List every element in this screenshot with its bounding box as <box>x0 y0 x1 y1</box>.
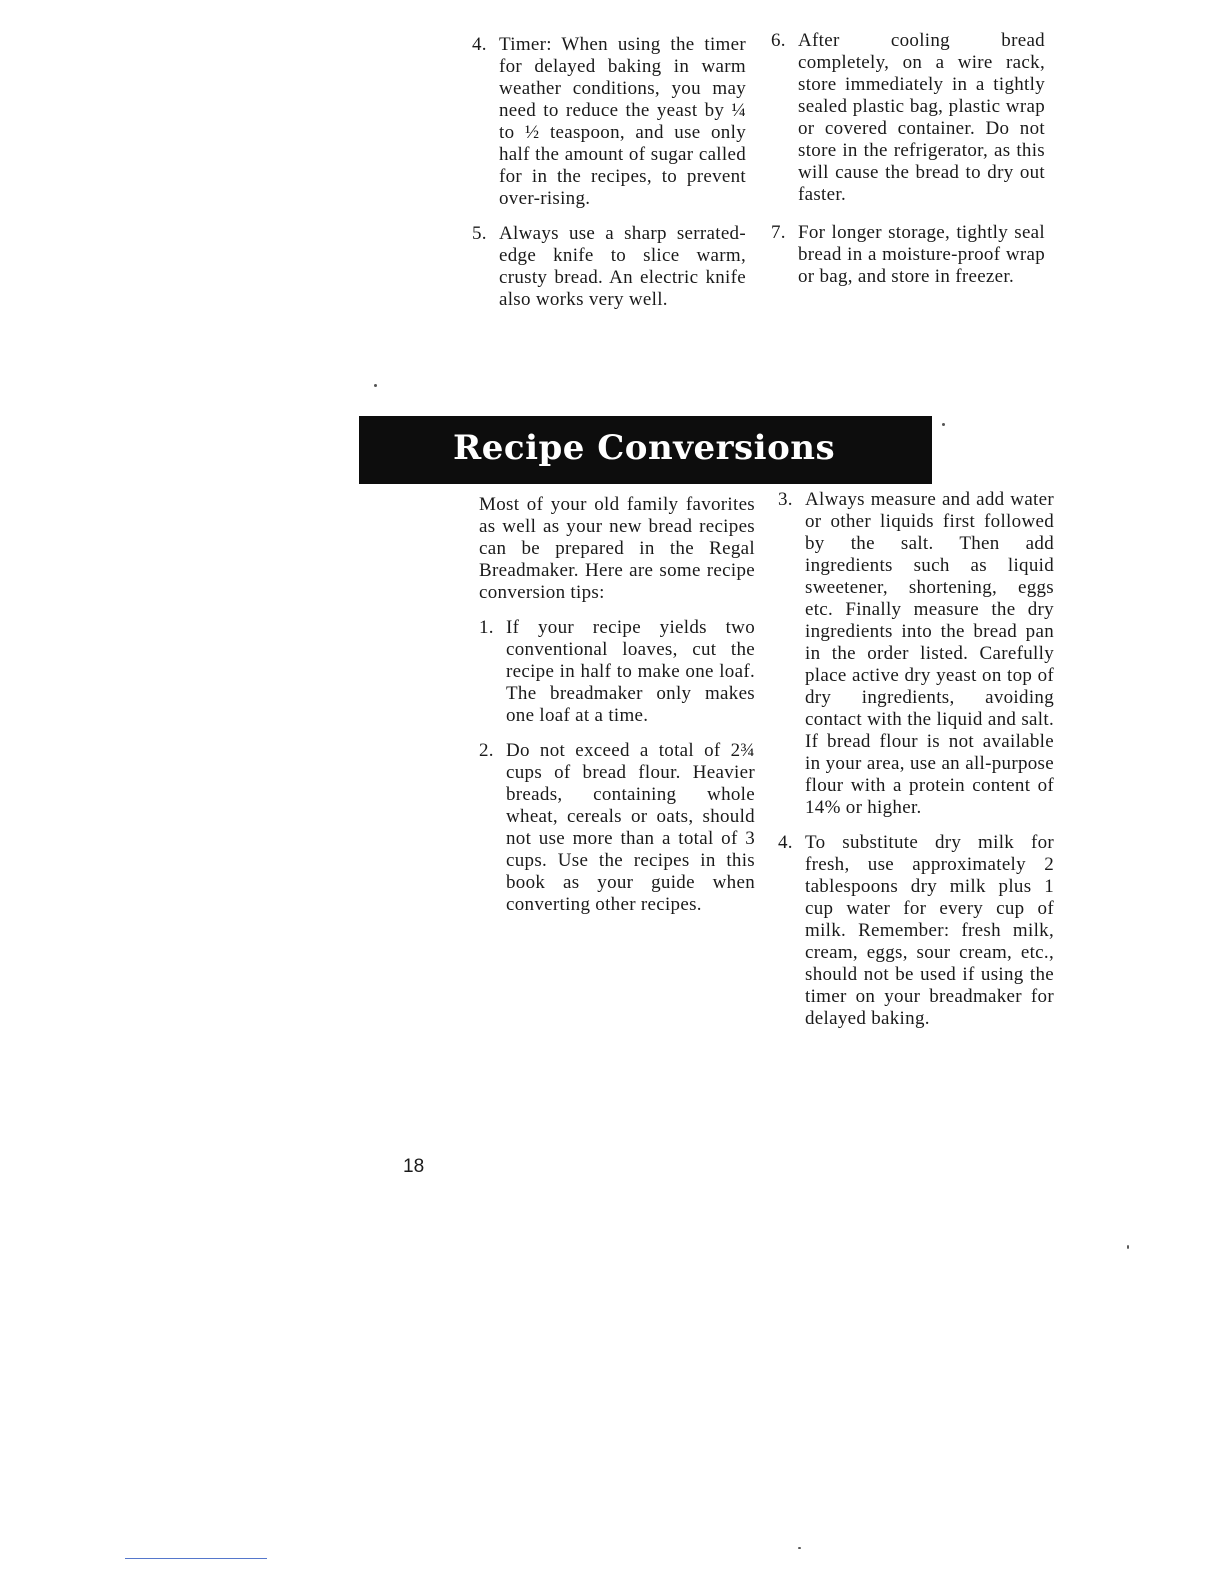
intro-paragraph: Most of your old family favorites as well as your new bread recipes can be prepared in the Regal Breadmaker. Here are some recipe conversion tips: <box>479 494 755 603</box>
list-item-number: 4. <box>778 832 793 853</box>
list-item-number: 2. <box>479 740 494 761</box>
list-item-text: Always use a sharp serrated-edge knife to slice warm, crusty bread. An electric knife also works very well. <box>499 223 746 310</box>
tips-list-top-left <box>472 34 746 311</box>
list-item-number: 1. <box>479 617 494 638</box>
list-item-text: To substitute dry milk for fresh, use approximately 2 tablespoons dry milk plus 1 cup water for every cup of milk. Remember: fresh milk, cream, eggs, sour cream, etc., should not be used if using the timer on your breadmaker for delayed baking. <box>805 832 1054 1029</box>
list-item-number: 4. <box>472 34 487 55</box>
tips-list-top-right <box>771 30 1045 288</box>
page-number: 18 <box>403 1156 425 1177</box>
scan-speck <box>1127 1245 1129 1249</box>
list-item-text: For longer storage, tightly seal bread in a moisture-proof wrap or bag, and store in freezer. <box>798 222 1045 287</box>
list-item-text: Do not exceed a total of 2¾ cups of bread flour. Heavier breads, containing whole wheat, cereals or oats, should not use more than a total of 3 cups. Use the recipes in this book as your guide when converting other recipes. <box>506 740 755 915</box>
scan-speck <box>942 423 945 426</box>
top-left-column <box>472 34 746 324</box>
section-banner <box>359 416 932 484</box>
list-item <box>472 223 746 311</box>
bottom-right-column <box>778 489 1054 1043</box>
list-item-number: 5. <box>472 223 487 244</box>
list-item <box>479 740 755 916</box>
list-item <box>479 617 755 727</box>
list-item <box>472 34 746 210</box>
scan-speck <box>374 384 377 387</box>
list-item <box>778 489 1054 819</box>
conversion-list-right <box>778 489 1054 1030</box>
top-right-column <box>771 30 1045 301</box>
list-item <box>771 222 1045 288</box>
list-item-text: After cooling bread completely, on a wire rack, store immediately in a tightly sealed plastic bag, plastic wrap or covered container. Do not store in the refrigerator, as this will cause the bread to dry out faster. <box>798 30 1045 205</box>
list-item-text: If your recipe yields two conventional loaves, cut the recipe in half to make one loaf. The breadmaker only makes one loaf at a time. <box>506 617 755 726</box>
list-item-number: 7. <box>771 222 786 243</box>
conversion-list-left <box>479 617 755 916</box>
footer-rule <box>125 1558 267 1559</box>
list-item-number: 3. <box>778 489 793 510</box>
list-item-text: Always measure and add water or other liquids first followed by the salt. Then add ingredients such as liquid sweetener, shortening, eggs etc. Finally measure the dry ingredients into the bread pan in the order listed. Carefully place active dry yeast on top of dry ingredients, avoiding contact with the liquid and salt. If bread flour is not available in your area, use an all-purpose flour with a protein content of 14% or higher. <box>805 489 1054 818</box>
list-item-text: Timer: When using the timer for delayed baking in warm weather conditions, you may need to reduce the yeast by ¼ to ½ teaspoon, and use only half the amount of sugar called for in the recipes, to prevent over-rising. <box>499 34 746 209</box>
scan-speck <box>798 1547 801 1549</box>
bottom-left-column <box>479 494 755 929</box>
list-item <box>771 30 1045 206</box>
list-item <box>778 832 1054 1030</box>
list-item-number: 6. <box>771 30 786 51</box>
section-title: Recipe Conversions <box>453 428 836 468</box>
